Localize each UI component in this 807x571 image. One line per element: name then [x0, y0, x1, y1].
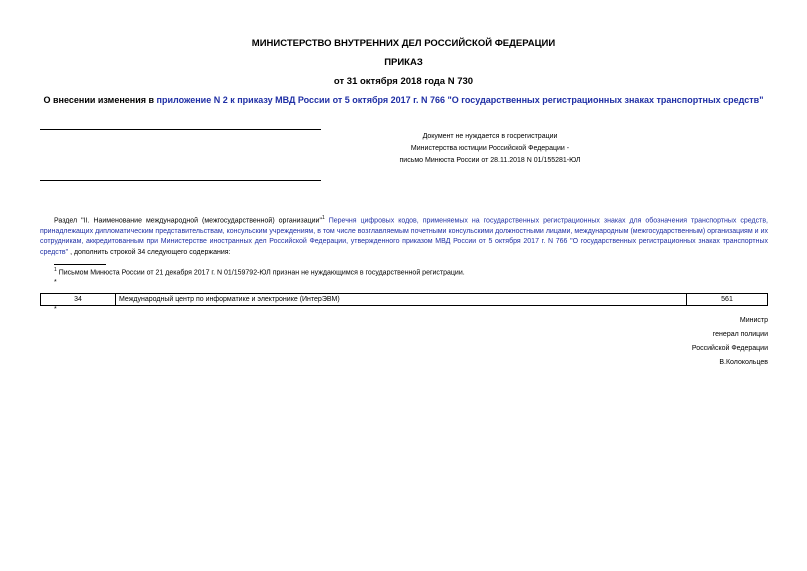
divider-top	[40, 129, 321, 130]
document-date-number: от 31 октября 2018 года N 730	[333, 76, 474, 87]
organization-name-cell: Международный центр по информатике и электронике (ИнтерЭВМ)	[116, 294, 687, 306]
footnote-divider	[54, 264, 106, 265]
footnote-text: Письмом Минюста России от 21 декабря 2017 г. N 01/159792-ЮЛ признан не нуждающимся в государственной регистрации.	[58, 269, 465, 277]
row-number-cell: 34	[41, 294, 116, 306]
signature-country: Российской Федерации	[691, 345, 768, 352]
document-title	[0, 95, 807, 105]
paragraph-text-end: , дополнить строкой 34 следующего содержания:	[68, 248, 231, 256]
title-prefix: О внесении изменения в	[43, 95, 157, 105]
table-row	[41, 294, 768, 306]
ministry-heading: МИНИСТЕРСТВО ВНУТРЕННИХ ДЕЛ РОССИЙСКОЙ ФЕДЕРАЦИИ	[251, 38, 556, 49]
signature-rank: генерал полиции	[712, 331, 768, 338]
footnote	[54, 267, 465, 276]
footnote-reference[interactable]: 1	[321, 215, 325, 221]
footnote-marker: *	[54, 279, 57, 286]
table-marker: *	[54, 306, 57, 313]
amendment-paragraph	[40, 213, 768, 258]
paragraph-text-start: Раздел "II. Наименование международной (межгосударственной) организации"	[54, 217, 322, 225]
registration-note-line: Документ не нуждается в госрегистрации	[422, 133, 558, 140]
organization-table	[40, 293, 768, 306]
divider-bottom	[40, 180, 321, 181]
paragraph-link[interactable]: Перечня цифровых кодов, применяемых на государственных регистрационных знаках для обозначения транспортных средств, принадлежащих дипломатическим представительствам, консульским учреждениям, в том числе возглавляемым почетными консульскими должностными лицами, международным (межгосударственным) организациям и их сотрудникам, аккредитованным при Министерстве иностранных дел Российской Федерации, утвержденного приказом МВД России от 5 октября 2017 г. N 766 "О государственных регистрационных знаках транспортных средств"	[40, 217, 768, 256]
signature-block	[692, 314, 768, 370]
document-type: ПРИКАЗ	[384, 57, 423, 68]
footnote-mark: 1	[54, 267, 57, 273]
registration-note	[300, 131, 680, 167]
code-cell: 561	[687, 294, 768, 306]
signature-name: В.Колокольцев	[719, 359, 768, 366]
title-link[interactable]: приложение N 2 к приказу МВД России от 5 октября 2017 г. N 766 "О государственных регистрационных знаках транспортных средств"	[156, 95, 764, 105]
registration-note-line: Министерства юстиции Российской Федерации -	[410, 145, 570, 152]
registration-note-line: письмо Минюста России от 28.11.2018 N 01/155281-ЮЛ	[399, 157, 581, 164]
signature-position: Министр	[739, 317, 768, 324]
